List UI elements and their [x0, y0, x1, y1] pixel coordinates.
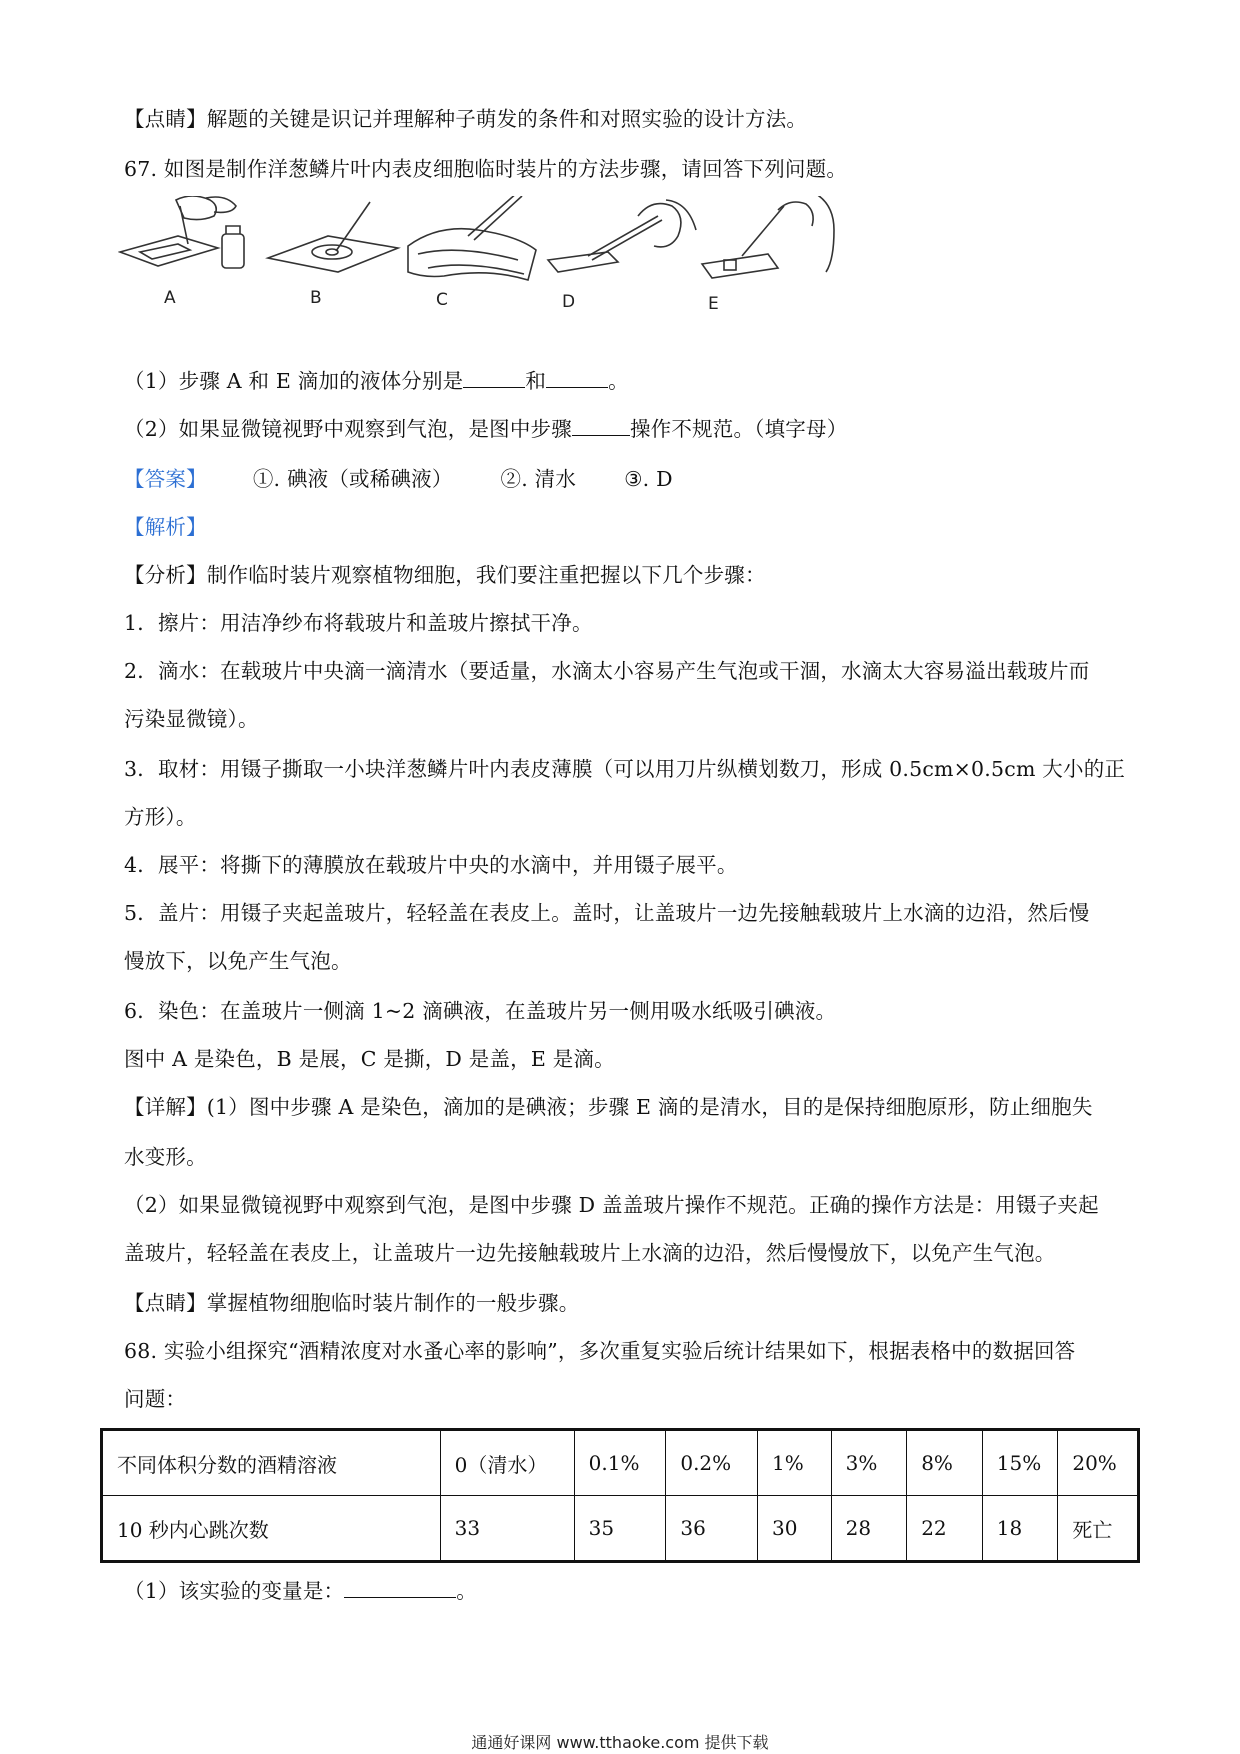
detail-2: （2）如果显微镜视野中观察到气泡，是图中步骤 D 盖盖玻片操作不规范。正确的操作方法是：用镊子夹起: [124, 1193, 1099, 1217]
table-cell: 0.2%: [666, 1430, 758, 1496]
figure-label-c: C: [436, 290, 448, 310]
table-cell: 1%: [758, 1430, 832, 1496]
question-68: 68. 实验小组探究“酒精浓度对水蚤心率的影响”，多次重复实验后统计结果如下，根据表格中的数据回答: [124, 1339, 1076, 1363]
step-1: 1．擦片：用洁净纱布将载玻片和盖玻片擦拭干净。: [124, 611, 593, 635]
figure-label-a: A: [164, 288, 176, 308]
analysis-intro: 【分析】制作临时装片观察植物细胞，我们要注重把握以下几个步骤：: [124, 563, 766, 587]
step-2-cont: 污染显微镜）。: [124, 707, 259, 731]
step-b-illustration: [268, 202, 398, 272]
step-5-cont: 慢放下，以免产生气泡。: [124, 949, 352, 973]
table-cell: 15%: [982, 1430, 1058, 1496]
answer-tag: 【答案】: [124, 467, 207, 491]
question-68-cont: 问题：: [124, 1387, 187, 1411]
step-a-illustration: [120, 196, 244, 268]
table-cell: 36: [666, 1496, 758, 1562]
table-cell: 0（清水）: [440, 1430, 574, 1496]
table-header-cell: 不同体积分数的酒精溶液: [102, 1430, 441, 1496]
figure-label-b: B: [310, 288, 322, 308]
procedure-illustrations: [118, 196, 918, 346]
answer-line: 【答案】 ①. 碘液（或稀碘液） ②. 清水 ③. D: [124, 467, 673, 491]
table-cell: 33: [440, 1496, 574, 1562]
table-cell: 22: [907, 1496, 983, 1562]
table-cell: 30: [758, 1496, 832, 1562]
step-2: 2．滴水：在载玻片中央滴一滴清水（要适量，水滴太小容易产生气泡或干涸，水滴太大容易溢出载玻片而: [124, 659, 1090, 683]
step-4: 4．展平：将撕下的薄膜放在载玻片中央的水滴中，并用镊子展平。: [124, 853, 738, 877]
table-cell: 0.1%: [574, 1430, 666, 1496]
step-6: 6．染色：在盖玻片一侧滴 1~2 滴碘液，在盖玻片另一侧用吸水纸吸引碘液。: [124, 999, 837, 1023]
step-c-illustration: [408, 196, 536, 280]
detail-2-cont: 盖玻片，轻轻盖在表皮上，让盖玻片一边先接触载玻片上水滴的边沿，然后慢慢放下，以免产生气泡。: [124, 1241, 1056, 1265]
figure-explanation: 图中 A 是染色，B 是展，C 是撕，D 是盖，E 是滴。: [124, 1047, 615, 1071]
question-67-part-2: （2）如果显微镜视野中观察到气泡，是图中步骤 操作不规范。（填字母）: [124, 417, 848, 441]
table-cell: 35: [574, 1496, 666, 1562]
question-67-part-1: （1）步骤 A 和 E 滴加的液体分别是 和 。: [124, 369, 629, 393]
step-5: 5．盖片：用镊子夹起盖玻片，轻轻盖在表皮上。盖时，让盖玻片一边先接触载玻片上水滴的边沿，然后慢: [124, 901, 1090, 925]
step-e-illustration: [702, 196, 834, 278]
analysis-tag: 【解析】: [124, 515, 207, 539]
page-footer: 通通好课网 www.tthaoke.com 提供下载: [471, 1733, 769, 1752]
table-cell: 3%: [831, 1430, 907, 1496]
table-cell: 8%: [907, 1430, 983, 1496]
figure-label-e: E: [708, 294, 719, 314]
heart-rate-table: [100, 1428, 1140, 1563]
step-3-cont: 方形）。: [124, 805, 197, 829]
answer-blank: [463, 369, 525, 388]
table-row: [102, 1496, 1139, 1562]
table-cell: 死亡: [1058, 1496, 1139, 1562]
answer-blank: [344, 1579, 456, 1598]
answer-blank: [546, 369, 608, 388]
figure-label-d: D: [562, 292, 576, 312]
answer-blank: [572, 417, 630, 436]
table-cell: 20%: [1058, 1430, 1139, 1496]
detail-1: 【详解】(1）图中步骤 A 是染色，滴加的是碘液；步骤 E 滴的是清水，目的是保持细胞原形，防止细胞失: [124, 1095, 1093, 1119]
question-67: 67. 如图是制作洋葱鳞片叶内表皮细胞临时装片的方法步骤，请回答下列问题。: [124, 157, 848, 181]
procedure-figure: [118, 196, 918, 346]
step-d-illustration: [548, 200, 696, 272]
detail-1-cont: 水变形。: [124, 1145, 207, 1169]
tip-line-prev: 【点睛】解题的关键是识记并理解种子萌发的条件和对照实验的设计方法。: [124, 107, 808, 131]
table-header-cell: 10 秒内心跳次数: [102, 1496, 441, 1562]
question-68-part-1: （1）该实验的变量是： 。: [124, 1579, 477, 1603]
table-row: [102, 1430, 1139, 1496]
table-cell: 18: [982, 1496, 1058, 1562]
table-cell: 28: [831, 1496, 907, 1562]
tip-line: 【点睛】掌握植物细胞临时装片制作的一般步骤。: [124, 1291, 580, 1315]
step-3: 3．取材：用镊子撕取一小块洋葱鳞片叶内表皮薄膜（可以用刀片纵横划数刀，形成 0.5cm×0.5cm 大小的正: [124, 757, 1126, 781]
